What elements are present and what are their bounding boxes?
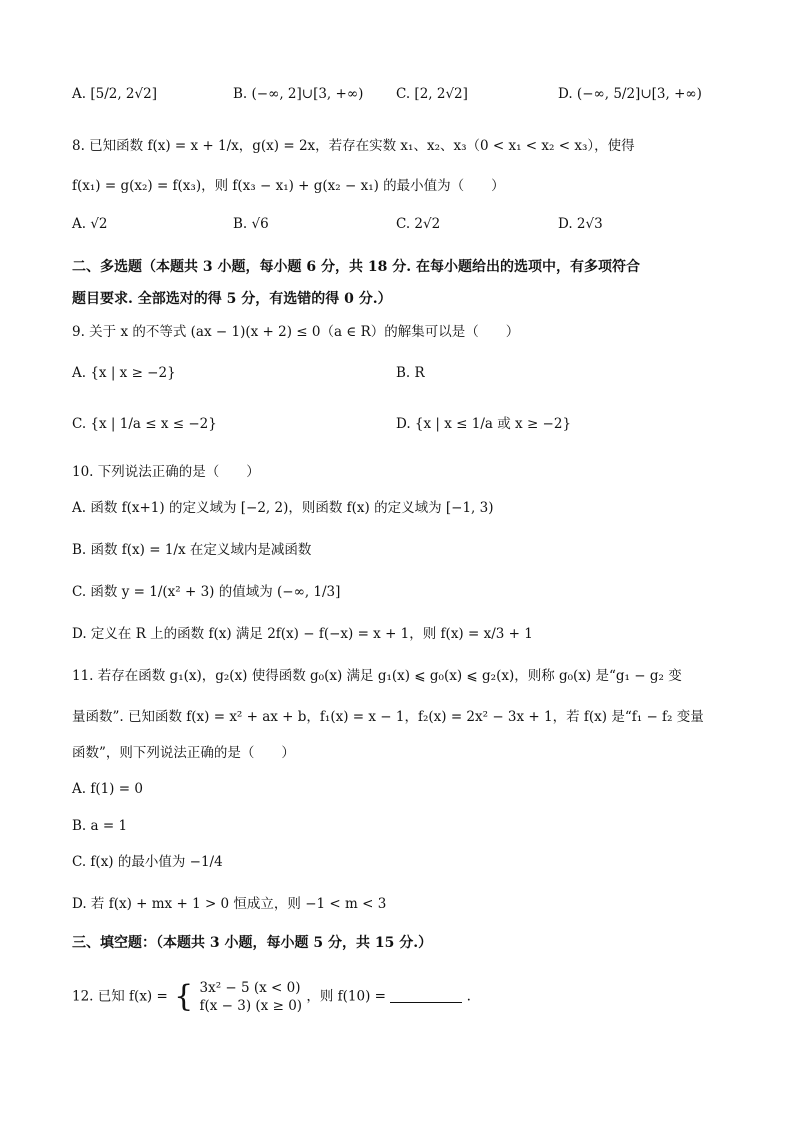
section-3-heading: 三、填空题：（本题共 3 小题，每小题 5 分，共 15 分.） (72, 935, 433, 951)
q8-stem-line2: f(x₁) = g(x₂) = f(x₃)，则 f(x₃ − x₁) + g(x₂ − x₁) 的最小值为（ ） (72, 178, 505, 194)
q8-option-b: B. √6 (233, 216, 269, 232)
q9-option-d: D. {x | x ≤ 1/a 或 x ≥ −2} (396, 416, 572, 432)
q10-option-a: A. 函数 f(x+1) 的定义域为 [−2, 2)，则函数 f(x) 的定义域为 [−1, 3) (72, 500, 494, 516)
q10-option-b: B. 函数 f(x) = 1/x 在定义域内是减函数 (72, 542, 312, 558)
q12-prefix: 12. 已知 f(x) = (72, 988, 168, 1005)
q10-stem: 10. 下列说法正确的是（ ） (72, 464, 260, 480)
q7-option-a: A. [5/2, 2√2] (72, 86, 157, 102)
q9-option-c: C. {x | 1/a ≤ x ≤ −2} (72, 416, 217, 432)
q9-option-a: A. {x | x ≥ −2} (72, 365, 176, 381)
piecewise-cases (200, 979, 303, 1015)
piecewise-brace: { (174, 979, 194, 1015)
q11-option-d: D. 若 f(x) + mx + 1 > 0 恒成立，则 −1 < m < 3 (72, 896, 387, 912)
q12-suffix: ，则 f(10) = (306, 988, 386, 1005)
q7-option-b: B. (−∞, 2]∪[3, +∞) (233, 86, 364, 102)
piecewise-case-1: 3x² − 5 (x < 0) (199, 980, 301, 996)
q11-stem-line2: 量函数”. 已知函数 f(x) = x² + ax + b，f₁(x) = x − 1，f₂(x) = 2x² − 3x + 1，若 f(x) 是“f₁ − f₂ 变量 (72, 709, 704, 725)
answer-blank[interactable] (390, 988, 462, 1003)
q7-option-d: D. (−∞, 5/2]∪[3, +∞) (558, 86, 702, 102)
q8-stem-line1: 8. 已知函数 f(x) = x + 1/x，g(x) = 2x，若存在实数 x₁、x₂、x₃（0 < x₁ < x₂ < x₃），使得 (72, 138, 635, 154)
q8-option-c: C. 2√2 (396, 216, 441, 232)
q8-option-a: A. √2 (72, 216, 108, 232)
q11-option-a: A. f(1) = 0 (72, 781, 143, 797)
q11-option-b: B. a = 1 (72, 818, 128, 834)
q10-option-d: D. 定义在 R 上的函数 f(x) 满足 2f(x) − f(−x) = x + 1，则 f(x) = x/3 + 1 (72, 626, 533, 642)
section-2-heading-line1: 二、多选题（本题共 3 小题，每小题 6 分，共 18 分. 在每小题给出的选项中，有多项符合 (72, 259, 640, 275)
q11-option-c: C. f(x) 的最小值为 −1/4 (72, 854, 223, 870)
q9-option-b: B. R (396, 365, 425, 381)
q9-stem: 9. 关于 x 的不等式 (ax − 1)(x + 2) ≤ 0（a ∈ R）的解集可以是（ ） (72, 324, 520, 340)
q12-stem (72, 979, 471, 1015)
section-2-heading-line2: 题目要求. 全部选对的得 5 分，有选错的得 0 分.） (72, 291, 392, 307)
q10-option-c: C. 函数 y = 1/(x² + 3) 的值域为 (−∞, 1/3] (72, 584, 341, 600)
piecewise-case-2: f(x − 3) (x ≥ 0) (199, 998, 303, 1015)
q11-stem-line1: 11. 若存在函数 g₁(x)，g₂(x) 使得函数 g₀(x) 满足 g₁(x) ⩽ g₀(x) ⩽ g₂(x)，则称 g₀(x) 是“g₁ − g₂ 变 (72, 668, 682, 684)
q12-end: . (466, 988, 471, 1005)
q7-option-c: C. [2, 2√2] (396, 86, 468, 102)
q8-option-d: D. 2√3 (558, 216, 603, 232)
q11-stem-line3: 函数”，则下列说法正确的是（ ） (72, 745, 295, 761)
